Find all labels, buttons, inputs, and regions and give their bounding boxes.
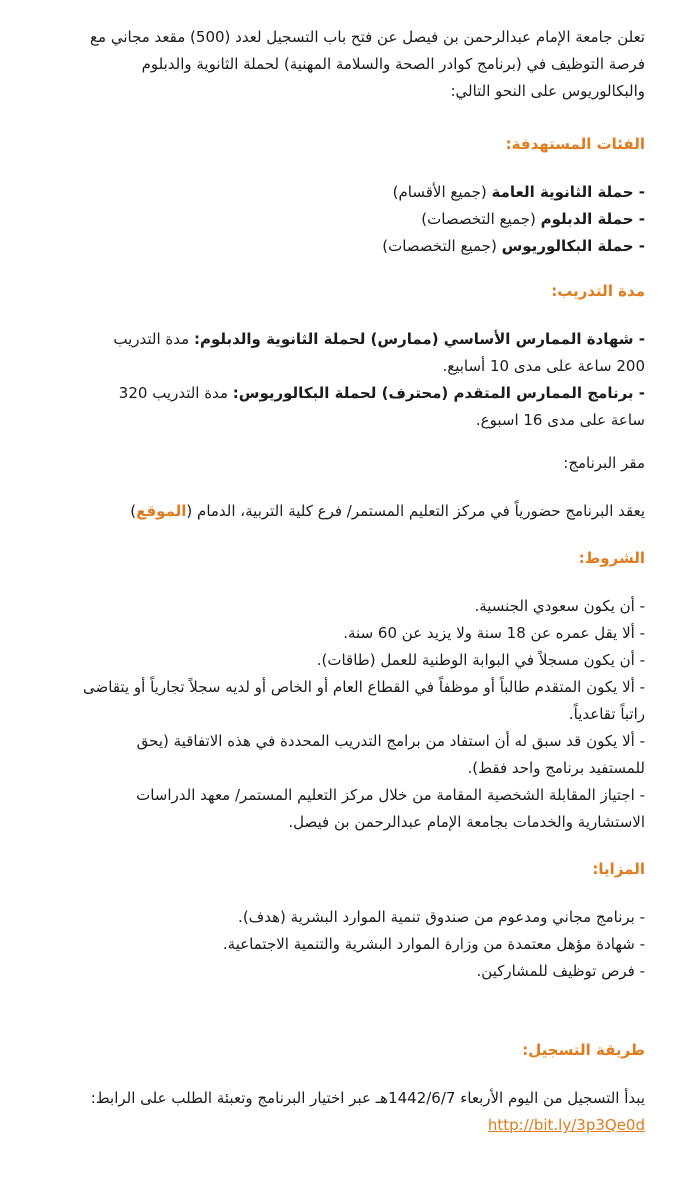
list-item: - ألا يقل عمره عن 18 سنة ولا يزيد عن 60 سنة. (343, 624, 645, 642)
list-item: - حملة الثانوية العامة (جميع الأقسام) (392, 183, 645, 201)
benefits-list (80, 904, 645, 985)
targets-list (80, 179, 645, 260)
list-item: - حملة الدبلوم (جميع التخصصات) (421, 210, 645, 228)
list-item: - فرص توظيف للمشاركين. (476, 962, 645, 980)
conditions-list (80, 593, 645, 836)
location-link[interactable]: الموقع (136, 502, 187, 520)
list-item: - أن يكون سعودي الجنسية. (474, 597, 645, 615)
venue-text: يعقد البرنامج حضورياً في مركز التعليم المستمر/ فرع كلية التربية، الدمام (الموقع) (130, 502, 645, 520)
list-item: - حملة البكالوريوس (جميع التخصصات) (382, 237, 645, 255)
list-item: - ألا يكون المتقدم طالباً أو موظفاً في القطاع العام أو الخاص أو لديه سجلاً تجارياً أو يتقاضى راتباً تقاعدياً. (83, 678, 645, 723)
list-item: - ألا يكون قد سبق له أن استفاد من برامج التدريب المحددة في هذه الاتفاقية (يحق للمستفيد برنامج واحد فقط). (136, 732, 645, 777)
list-item: - برنامج مجاني ومدعوم من صندوق تنمية الموارد البشرية (هدف). (238, 908, 645, 926)
registration-heading: طريقة التسجيل: (522, 1041, 645, 1059)
conditions-heading: الشروط: (578, 549, 645, 567)
list-item: - أن يكون مسجلاً في البوابة الوطنية للعمل (طاقات). (316, 651, 645, 669)
list-item: - شهادة مؤهل معتمدة من وزارة الموارد البشرية والتنمية الاجتماعية. (222, 935, 645, 953)
intro-paragraph: تعلن جامعة الإمام عبدالرحمن بن فيصل عن فتح باب التسجيل لعدد (500) مقعد مجاني مع فرصة التوظيف في (برنامج كوادر الصحة والسلامة المهنية) لحملة الثانوية والدبلوم والبكالوريوس على النحو التالي: (90, 28, 645, 100)
registration-text: يبدأ التسجيل من اليوم الأربعاء 1442/6/7هـ عبر اختيار البرنامج وتعبئة الطلب على الرابط: http://bit.ly/3p3Qe0d (90, 1089, 645, 1134)
list-item: - برنامج الممارس المتقدم (محترف) لحملة البكالوريوس: مدة التدريب 320 ساعة على مدى 16 اسبوع. (118, 384, 645, 429)
duration-heading: مدة التدريب: (551, 282, 645, 300)
targets-heading: الفئات المستهدفة: (505, 135, 645, 153)
list-item: - اجتياز المقابلة الشخصية المقامة من خلال مركز التعليم المستمر/ معهد الدراسات الاستشارية والخدمات بجامعة الإمام عبدالرحمن بن فيصل. (136, 786, 645, 831)
venue-heading: مقر البرنامج: (563, 454, 645, 472)
duration-list (80, 326, 645, 434)
registration-link[interactable]: http://bit.ly/3p3Qe0d (487, 1116, 645, 1134)
benefits-heading: المزايا: (592, 860, 645, 878)
list-item: - شهادة الممارس الأساسي (ممارس) لحملة الثانوية والدبلوم: مدة التدريب 200 ساعة على مدى 10 أسابيع. (113, 330, 645, 375)
